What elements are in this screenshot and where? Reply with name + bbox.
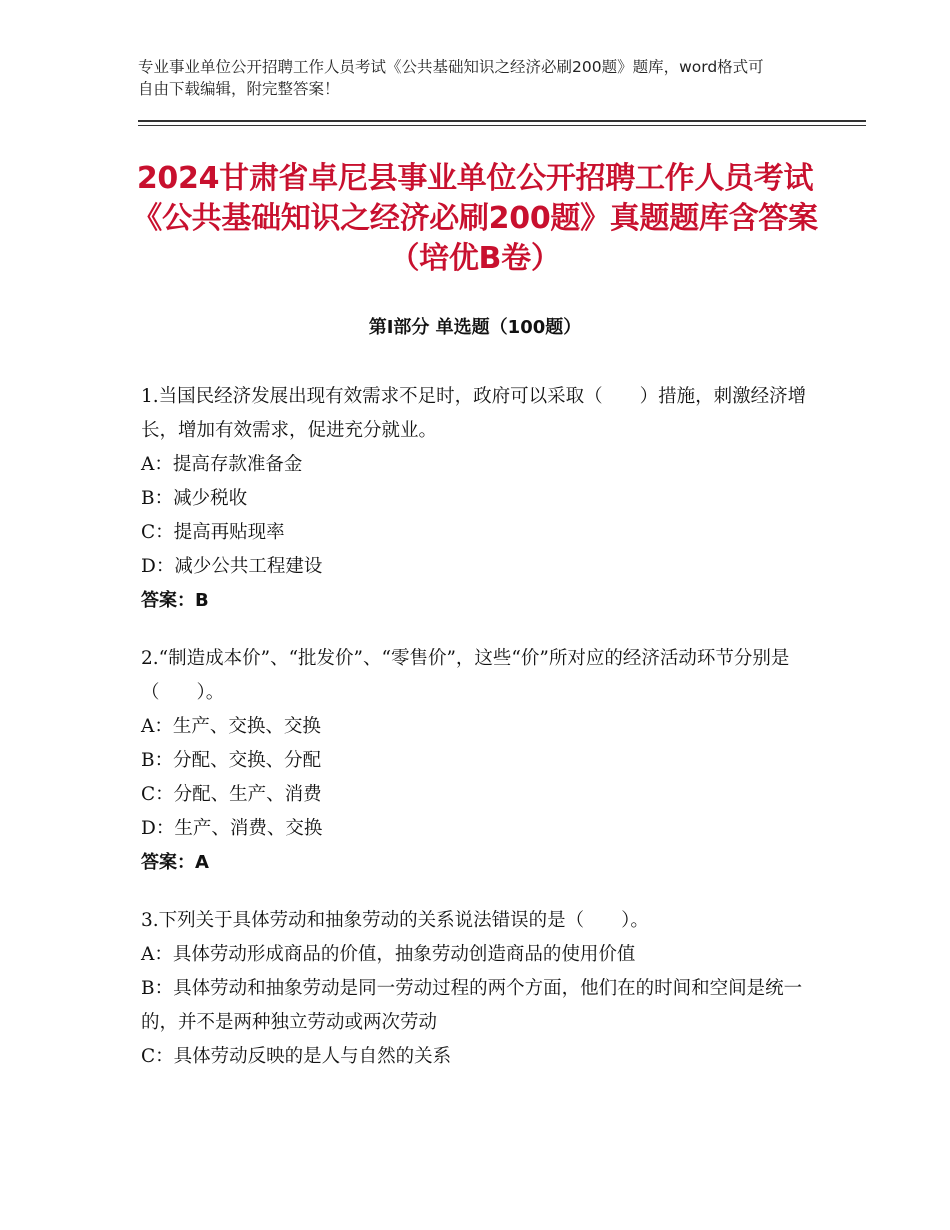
question-2 [141, 642, 809, 880]
option-d: D：生产、消费、交换 [141, 818, 323, 839]
option-c: C：具体劳动反映的是人与自然的关系 [141, 1046, 452, 1067]
question-3 [141, 904, 809, 1074]
question-stem: 2.“制造成本价”、“批发价”、“零售价”，这些“价”所对应的经济活动环节分别是（ ）。 [141, 648, 790, 703]
answer-label: 答案：A [141, 852, 209, 873]
option-b: B：减少税收 [141, 488, 248, 509]
header-rule-thin [138, 125, 866, 126]
option-a: A：具体劳动形成商品的价值，抽象劳动创造商品的使用价值 [141, 944, 636, 965]
option-b: B：具体劳动和抽象劳动是同一劳动过程的两个方面，他们在的时间和空间是统一的，并不是两种独立劳动或两次劳动 [141, 978, 803, 1033]
option-a: A：生产、交换、交换 [141, 716, 321, 737]
option-c: C：分配、生产、消费 [141, 784, 322, 805]
option-b: B：分配、交换、分配 [141, 750, 322, 771]
answer-label: 答案：B [141, 590, 209, 611]
header-rule-thick [138, 120, 866, 122]
document-title: 2024甘肃省卓尼县事业单位公开招聘工作人员考试《公共基础知识之经济必刷200题》真题题库含答案（培优B卷） [132, 161, 818, 276]
header-note: 专业事业单位公开招聘工作人员考试《公共基础知识之经济必刷200题》题库，word格式可自由下载编辑，附完整答案！ [138, 58, 764, 98]
question-list [141, 380, 809, 1098]
option-d: D：减少公共工程建设 [141, 556, 323, 577]
question-stem: 1.当国民经济发展出现有效需求不足时，政府可以采取（ ）措施，刺激经济增长，增加有效需求，促进充分就业。 [141, 386, 807, 441]
option-a: A：提高存款准备金 [141, 454, 303, 475]
section-title: 第Ⅰ部分 单选题（100题） [368, 317, 582, 338]
option-c: C：提高再贴现率 [141, 522, 285, 543]
question-stem: 3.下列关于具体劳动和抽象劳动的关系说法错误的是（ ）。 [141, 910, 649, 931]
question-1 [141, 380, 809, 618]
